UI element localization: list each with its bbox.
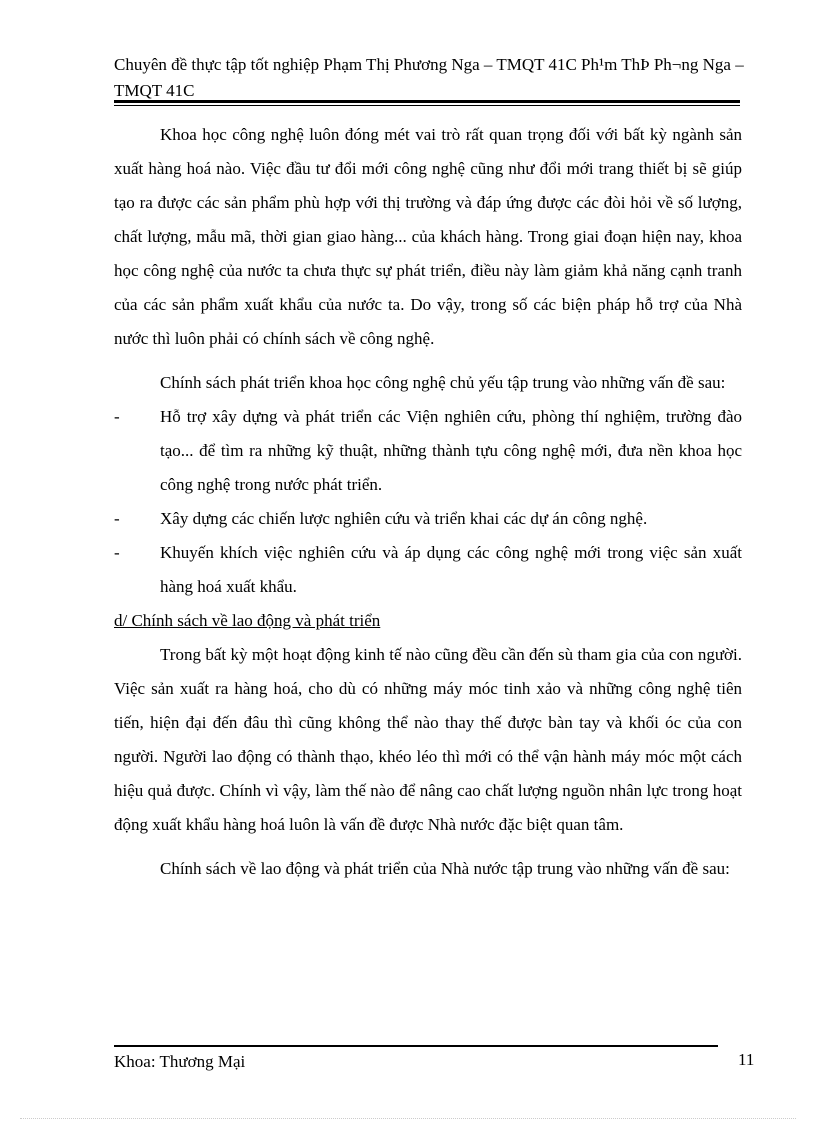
list-item-text: Hỗ trợ xây dựng và phát triển các Viện nghiên cứu, phòng thí nghiệm, trường đào tạo... để tìm ra những kỹ thuật, những thành tựu công nghệ mới, đưa nền khoa học công nghệ trong nước phát triển. [160,407,742,494]
list-item-text: Xây dựng các chiến lược nghiên cứu và triển khai các dự án công nghệ. [160,509,648,528]
header-rule [114,100,740,106]
list-item [114,400,742,502]
footer-faculty: Khoa: Thương Mại [114,1052,246,1071]
bullet-dash: - [114,509,120,528]
document-body [114,118,742,886]
bullet-dash: - [114,543,120,562]
section-heading: d/ Chính sách về lao động và phát triển [114,611,381,630]
paragraph: Trong bất kỳ một hoạt động kinh tế nào cũng đều cần đến sù tham gia của con người. Việc sản xuất ra hàng hoá, cho dù có những máy móc tinh xảo và những công nghệ tiên tiến, hiện đại đến đâu thì cũng không thể nào thay thế được bàn tay và khối óc của con người. Người lao động có thành thạo, khéo léo thì mới có thể vận hành máy móc một cách hiệu quả được. Chính vì vậy, làm thế nào để nâng cao chất lượng nguồn nhân lực trong hoạt động xuất khẩu hàng hoá luôn là vấn đề được Nhà nước đặc biệt quan tâm. [114,645,742,834]
list-item-text: Khuyến khích việc nghiên cứu và áp dụng các công nghệ mới trong việc sản xuất hàng hoá xuất khẩu. [160,543,742,596]
page-number: 11 [738,1050,755,1069]
page-header [114,52,744,104]
paragraph: Chính sách phát triển khoa học công nghệ chủ yếu tập trung vào những vấn đề sau: [160,373,726,392]
page-edge-dotted-line [20,1118,796,1119]
header-text: Chuyên đề thực tập tốt nghiệp Phạm Thị Phương Nga – TMQT 41C Ph¹m ThÞ Ph¬ng Nga – TMQT 41C [114,55,744,100]
list-item [114,536,742,604]
bullet-dash: - [114,407,120,426]
paragraph: Chính sách về lao động và phát triển của Nhà nước tập trung vào những vấn đề sau: [160,859,730,878]
paragraph: Khoa học công nghệ luôn đóng mét vai trò rất quan trọng đối với bất kỳ ngành sản xuất hàng hoá nào. Việc đầu tư đổi mới công nghệ cũng như đổi mới trang thiết bị sẽ giúp tạo ra được các sản phẩm phù hợp với thị trường và đáp ứng được các đòi hỏi về số lượng, chất lượng, mẫu mã, thời gian giao hàng... của khách hàng. Trong giai đoạn hiện nay, khoa học công nghệ của nước ta chưa thực sự phát triển, điều này làm giảm khả năng cạnh tranh của các sản phẩm xuất khẩu của nước ta. Do vậy, trong số các biện pháp hỗ trợ của Nhà nước thì luôn phải có chính sách về công nghệ. [114,125,742,348]
footer-rule [114,1045,718,1047]
list-item [114,502,742,536]
